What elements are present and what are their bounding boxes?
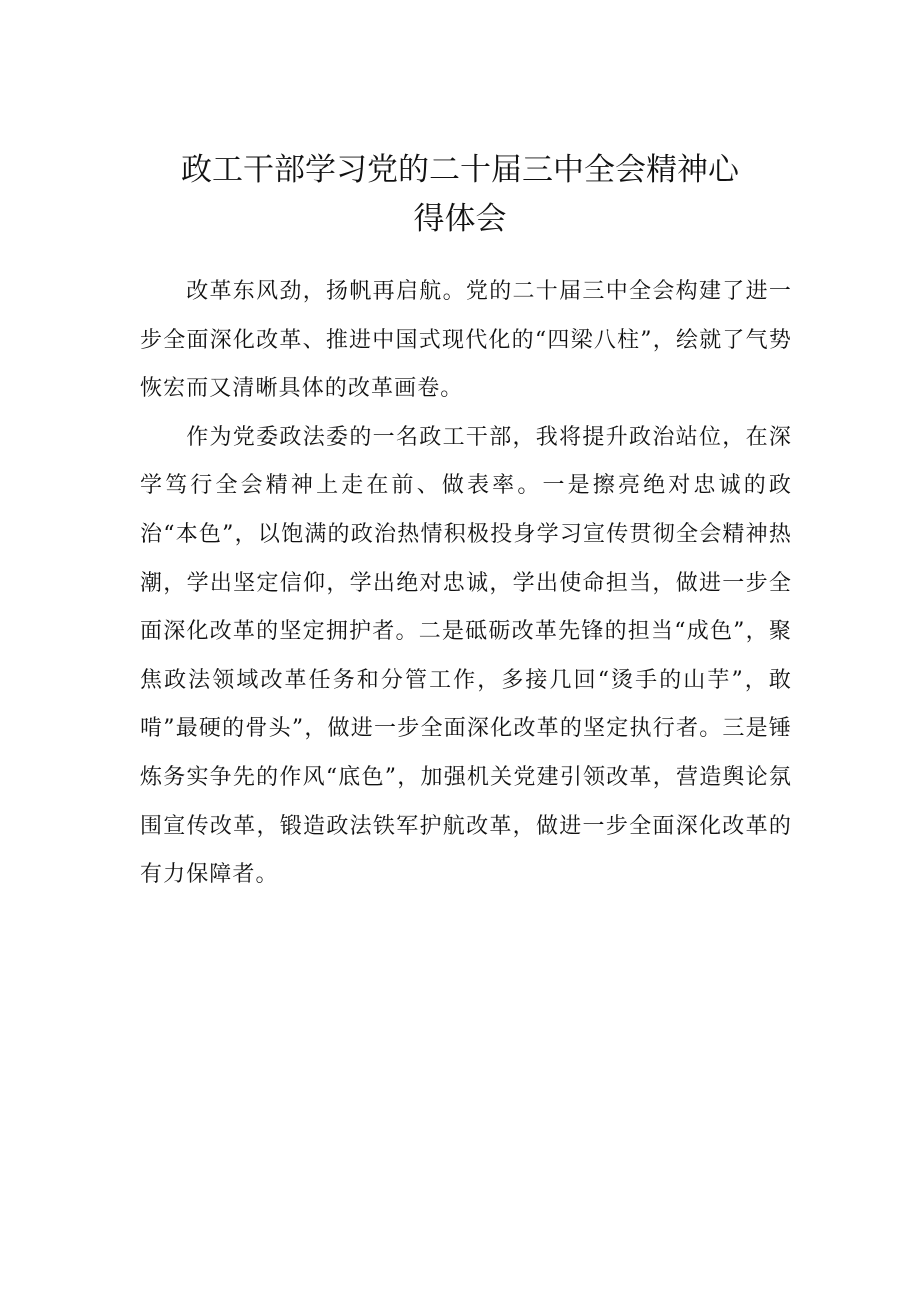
title-line-1: 政工干部学习党的二十届三中全会精神心 — [181, 152, 739, 188]
document-title — [140, 146, 780, 244]
title-line-2: 得体会 — [413, 201, 507, 237]
paragraph-1: 改革东风劲，扬帆再启航。党的二十届三中全会构建了进一步全面深化改革、推进中国式现代化的“四梁八柱”，绘就了气势恢宏而又清晰具体的改革画卷。 — [140, 279, 792, 402]
paragraph-2: 作为党委政法委的一名政工干部，我将提升政治站位，在深学笃行全会精神上走在前、做表率。一是擦亮绝对忠诚的政治“本色”，以饱满的政治热情积极投身学习宣传贯彻全会精神热潮，学出坚定信仰，学出绝对忠诚，学出使命担当，做进一步全面深化改革的坚定拥护者。二是砥砺改革先锋的担当“成色”，聚焦政法领域改革任务和分管工作，多接几回“烫手的山芋”，敢啃”最硬的骨头”，做进一步全面深化改革的坚定执行者。三是锤炼务实争先的作风“底色”，加强机关党建引领改革，营造舆论氛围宣传改革，锻造政法铁军护航改革，做进一步全面深化改革的有力保障者。 — [140, 424, 792, 888]
document-body — [140, 268, 792, 900]
